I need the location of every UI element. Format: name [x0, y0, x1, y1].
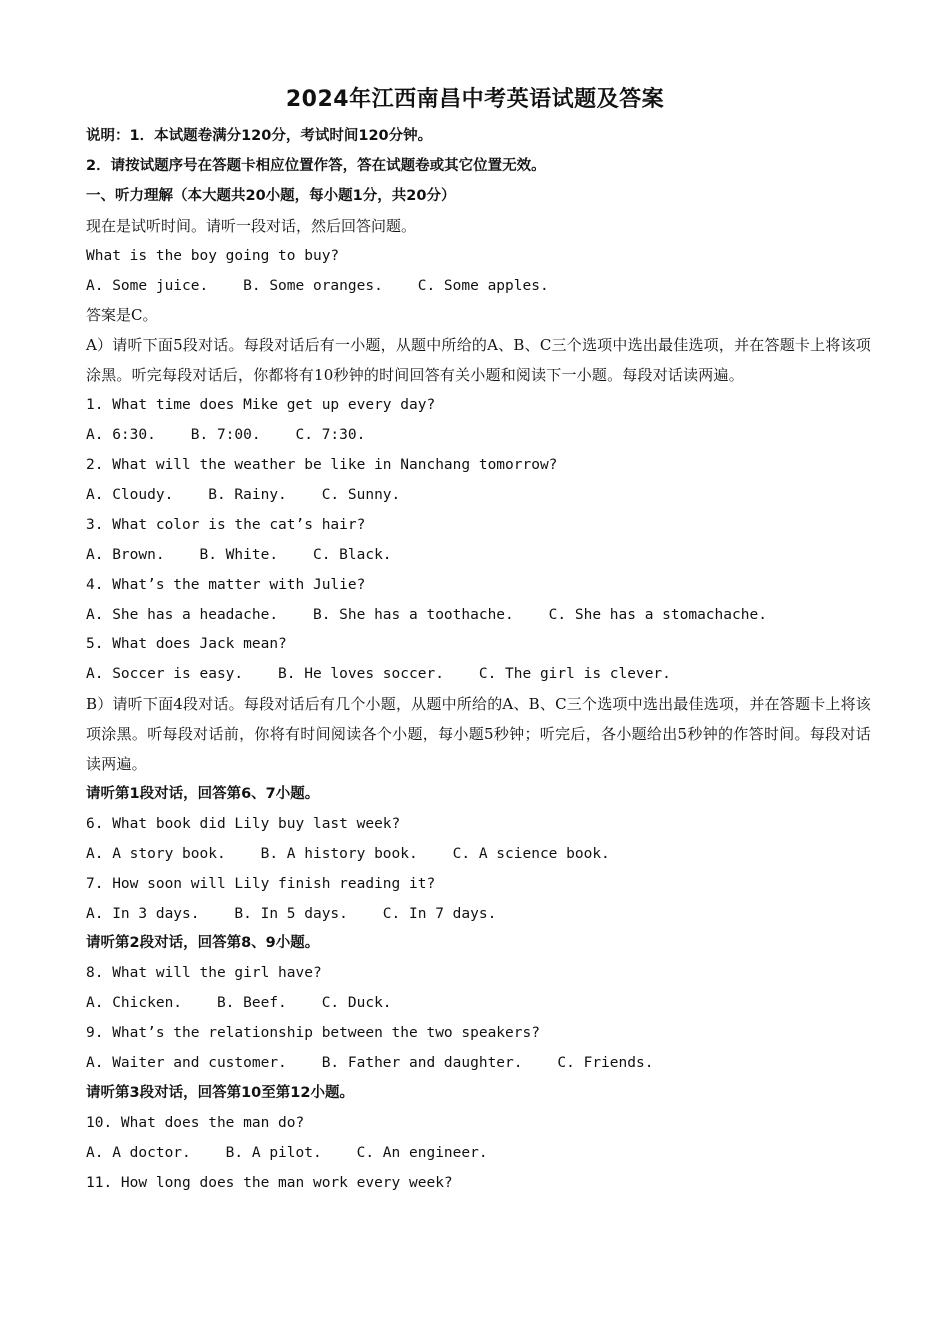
- question-3: 3. What color is the cat’s hair?: [86, 516, 366, 533]
- question-1: 1. What time does Mike get up every day?: [86, 397, 436, 414]
- question-5: 5. What does Jack mean?: [86, 636, 287, 653]
- question-8-options: A. Chicken. B. Beef. C. Duck.: [86, 995, 392, 1012]
- trial-options: A. Some juice. B. Some oranges. C. Some apples.: [86, 277, 549, 294]
- page-title: 2024年江西南昌中考英语试题及答案: [285, 87, 665, 112]
- question-6: 6. What book did Lily buy last week?: [86, 815, 401, 832]
- question-7-options: A. In 3 days. B. In 5 days. C. In 7 days.: [86, 905, 497, 922]
- exam-body: [86, 122, 871, 1199]
- question-4-options: A. She has a headache. B. She has a toothache. C. She has a stomachache.: [86, 606, 767, 623]
- question-11: 11. How long does the man work every week?: [86, 1174, 453, 1191]
- section-heading: 一、听力理解（本大题共20小题，每小题1分，共20分）: [86, 187, 456, 204]
- trial-answer: 答案是C。: [86, 306, 158, 325]
- dialog-1-heading: 请听第1段对话，回答第6、7小题。: [86, 785, 320, 802]
- dialog-2-heading: 请听第2段对话，回答第8、9小题。: [86, 935, 320, 952]
- question-5-options: A. Soccer is easy. B. He loves soccer. C. The girl is clever.: [86, 666, 671, 683]
- question-3-options: A. Brown. B. White. C. Black.: [86, 546, 392, 563]
- question-10-options: A. A doctor. B. A pilot. C. An engineer.: [86, 1144, 488, 1161]
- question-9-options: A. Waiter and customer. B. Father and daughter. C. Friends.: [86, 1055, 654, 1072]
- trial-intro: 现在是试听时间。请听一段对话，然后回答问题。: [86, 216, 417, 235]
- question-8: 8. What will the girl have?: [86, 965, 322, 982]
- note-2: 2．请按试题序号在答题卡相应位置作答，答在试题卷或其它位置无效。: [86, 157, 546, 174]
- question-7: 7. How soon will Lily finish reading it?: [86, 875, 436, 892]
- question-1-options: A. 6:30. B. 7:00. C. 7:30.: [86, 427, 366, 444]
- question-2-options: A. Cloudy. B. Rainy. C. Sunny.: [86, 486, 401, 503]
- note-1: 说明：1．本试题卷满分120分，考试时间120分钟。: [86, 128, 433, 144]
- question-6-options: A. A story book. B. A history book. C. A science book.: [86, 845, 610, 862]
- question-9: 9. What’s the relationship between the two speakers?: [86, 1025, 540, 1042]
- question-10: 10. What does the man do?: [86, 1114, 305, 1131]
- trial-question: What is the boy going to buy?: [86, 247, 340, 264]
- dialog-3-heading: 请听第3段对话，回答第10至第12小题。: [86, 1085, 354, 1101]
- question-2: 2. What will the weather be like in Nanchang tomorrow?: [86, 456, 558, 473]
- part-b-instructions: B）请听下面4段对话。每段对话后有几个小题，从题中所给的A、B、C三个选项中选出最佳选项，并在答题卡上将该项涂黑。听每段对话前，你将有时间阅读各个小题，每小题5秒钟；听完后，各小题给出5秒钟的作答时间。每段对话读两遍。: [86, 695, 871, 774]
- question-4: 4. What’s the matter with Julie?: [86, 576, 366, 593]
- part-a-instructions: A）请听下面5段对话。每段对话后有一小题，从题中所给的A、B、C三个选项中选出最佳选项，并在答题卡上将该项涂黑。听完每段对话后，你都将有10秒钟的时间回答有关小题和阅读下一小题。每段对话读两遍。: [86, 336, 871, 385]
